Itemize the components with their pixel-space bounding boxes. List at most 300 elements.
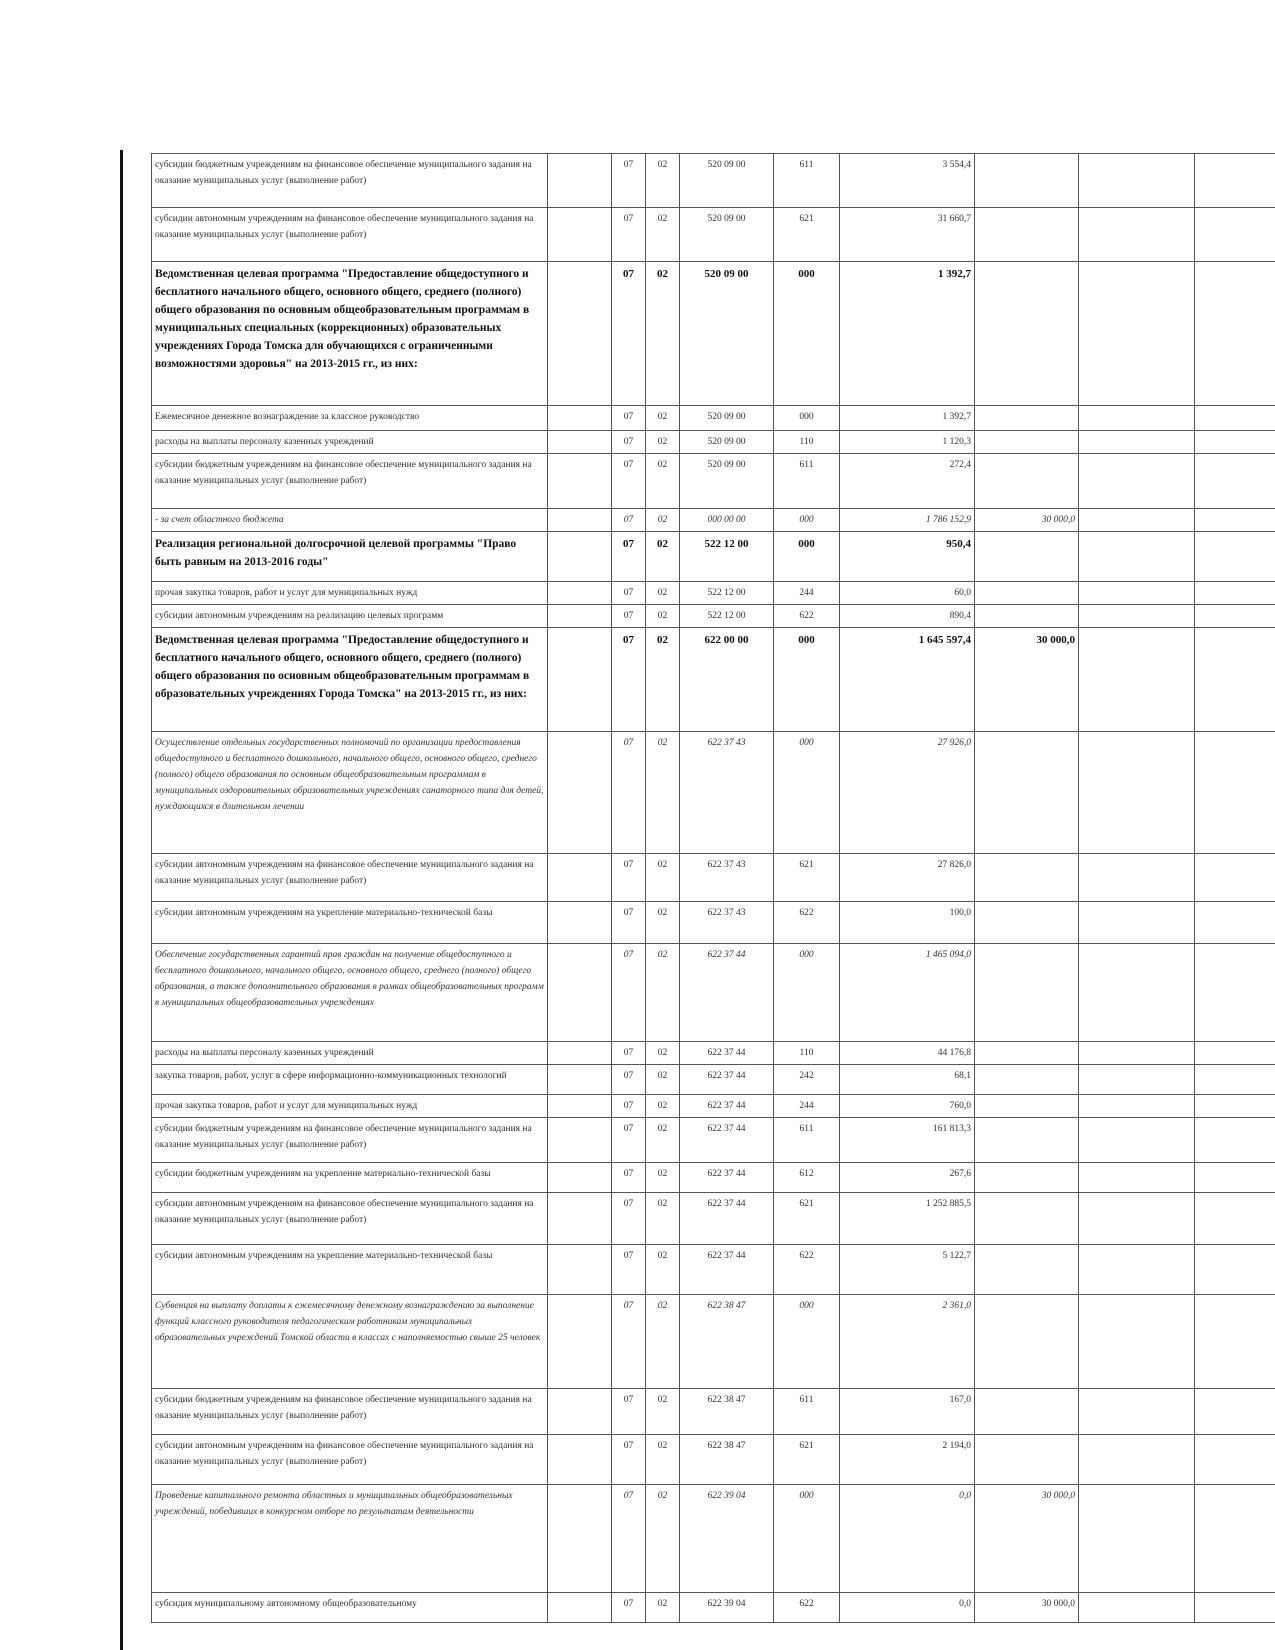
col-sum-extra: [1079, 1193, 1195, 1245]
table-row: [152, 1435, 1275, 1485]
col-sum-last: [1195, 854, 1275, 902]
row-name: Субвенция на выплату доплаты к ежемесячному денежному вознаграждению за выполнение функций классного руководителя педагогическим работникам муниципальных образовательных учреждений Томской области в классах с наполняемостью свыше 25 человек: [152, 1295, 548, 1389]
row-name: субсидии автономным учреждениям на укрепление материально-технической базы: [152, 902, 548, 944]
col-sum-extra: [1079, 1245, 1195, 1295]
col-blank: [548, 854, 612, 902]
col-target-article: 520 09 00: [680, 406, 774, 431]
col-sum-total: 27 826,0: [840, 854, 975, 902]
col-section: 07: [612, 154, 646, 208]
col-sum-regional: [975, 1065, 1079, 1095]
col-subsection: 02: [646, 406, 680, 431]
col-expense-type: 244: [774, 582, 840, 605]
col-subsection: 02: [646, 1118, 680, 1163]
col-sum-total: 267,6: [840, 1163, 975, 1193]
col-sum-extra: [1079, 262, 1195, 406]
table-row: [152, 431, 1275, 454]
table-row: [152, 406, 1275, 431]
col-section: 07: [612, 1593, 646, 1623]
col-subsection: 02: [646, 1295, 680, 1389]
col-sum-extra: [1079, 1163, 1195, 1193]
col-blank: [548, 1485, 612, 1593]
row-name: субсидии автономным учреждениям на финансовое обеспечение муниципального задания на оказание муниципальных услуг (выполнение работ): [152, 208, 548, 262]
col-blank: [548, 532, 612, 582]
col-expense-type: 110: [774, 431, 840, 454]
col-subsection: 02: [646, 454, 680, 509]
col-expense-type: 000: [774, 509, 840, 532]
col-sum-total: 68,1: [840, 1065, 975, 1095]
col-sum-total: 2 194,0: [840, 1435, 975, 1485]
col-sum-regional: 30 000,0: [975, 1485, 1079, 1593]
table-row: [152, 582, 1275, 605]
col-sum-total: 2 361,0: [840, 1295, 975, 1389]
table-body: [152, 154, 1275, 1623]
col-sum-extra: [1079, 532, 1195, 582]
col-sum-extra: [1079, 1435, 1195, 1485]
col-sum-regional: [975, 1042, 1079, 1065]
col-blank: [548, 1295, 612, 1389]
col-target-article: 622 37 44: [680, 1095, 774, 1118]
col-sum-last: [1195, 509, 1275, 532]
col-sum-total: 1 786 152,9: [840, 509, 975, 532]
col-sum-last: [1195, 154, 1275, 208]
col-subsection: 02: [646, 732, 680, 854]
col-section: 07: [612, 1435, 646, 1485]
col-target-article: 622 00 00: [680, 628, 774, 732]
table-row: [152, 854, 1275, 902]
col-sum-extra: [1079, 944, 1195, 1042]
col-blank: [548, 1389, 612, 1435]
col-section: 07: [612, 454, 646, 509]
col-sum-last: [1195, 431, 1275, 454]
col-subsection: 02: [646, 1193, 680, 1245]
col-expense-type: 622: [774, 605, 840, 628]
col-sum-last: [1195, 582, 1275, 605]
col-blank: [548, 509, 612, 532]
col-sum-extra: [1079, 732, 1195, 854]
col-sum-total: 167,0: [840, 1389, 975, 1435]
row-name: субсидии бюджетным учреждениям на финансовое обеспечение муниципального задания на оказание муниципальных услуг (выполнение работ): [152, 454, 548, 509]
row-name: субсидия муниципальному автономному общеобразовательному: [152, 1593, 548, 1623]
table-row: [152, 944, 1275, 1042]
col-sum-regional: [975, 1193, 1079, 1245]
col-target-article: 622 37 43: [680, 902, 774, 944]
col-sum-regional: [975, 944, 1079, 1042]
col-target-article: 000 00 00: [680, 509, 774, 532]
col-sum-extra: [1079, 902, 1195, 944]
col-sum-regional: [975, 854, 1079, 902]
col-sum-last: [1195, 902, 1275, 944]
col-sum-total: 27 926,0: [840, 732, 975, 854]
row-name: субсидии автономным учреждениям на финансовое обеспечение муниципального задания на оказание муниципальных услуг (выполнение работ): [152, 1193, 548, 1245]
col-subsection: 02: [646, 431, 680, 454]
col-target-article: 522 12 00: [680, 582, 774, 605]
col-section: 07: [612, 262, 646, 406]
col-blank: [548, 154, 612, 208]
col-sum-regional: [975, 605, 1079, 628]
col-target-article: 622 38 47: [680, 1389, 774, 1435]
col-sum-last: [1195, 732, 1275, 854]
col-section: 07: [612, 1042, 646, 1065]
col-section: 07: [612, 1485, 646, 1593]
col-sum-extra: [1079, 1042, 1195, 1065]
col-blank: [548, 406, 612, 431]
table-row: [152, 509, 1275, 532]
col-subsection: 02: [646, 1042, 680, 1065]
col-expense-type: 622: [774, 1593, 840, 1623]
col-section: 07: [612, 1163, 646, 1193]
col-sum-last: [1195, 1593, 1275, 1623]
col-sum-last: [1195, 1118, 1275, 1163]
table-row: [152, 902, 1275, 944]
col-sum-last: [1195, 1065, 1275, 1095]
col-blank: [548, 732, 612, 854]
row-name: прочая закупка товаров, работ и услуг для муниципальных нужд: [152, 582, 548, 605]
col-sum-extra: [1079, 431, 1195, 454]
col-subsection: 02: [646, 854, 680, 902]
col-sum-regional: [975, 431, 1079, 454]
table-row: [152, 1193, 1275, 1245]
table-row: [152, 1245, 1275, 1295]
col-sum-last: [1195, 1095, 1275, 1118]
col-section: 07: [612, 509, 646, 532]
left-margin-rule: [120, 150, 123, 1650]
budget-table: [151, 153, 1275, 1623]
col-sum-regional: [975, 1435, 1079, 1485]
col-section: 07: [612, 732, 646, 854]
col-expense-type: 000: [774, 532, 840, 582]
col-sum-total: 0,0: [840, 1593, 975, 1623]
col-sum-regional: [975, 1295, 1079, 1389]
col-sum-last: [1195, 1389, 1275, 1435]
col-target-article: 622 39 04: [680, 1485, 774, 1593]
col-subsection: 02: [646, 1485, 680, 1593]
row-name: субсидии бюджетным учреждениям на финансовое обеспечение муниципального задания на оказание муниципальных услуг (выполнение работ): [152, 1389, 548, 1435]
col-section: 07: [612, 582, 646, 605]
col-sum-last: [1195, 262, 1275, 406]
table-row: [152, 262, 1275, 406]
col-blank: [548, 1042, 612, 1065]
row-name: субсидии бюджетным учреждениям на укрепление материально-технической базы: [152, 1163, 548, 1193]
col-sum-total: 950,4: [840, 532, 975, 582]
col-sum-last: [1195, 1193, 1275, 1245]
col-blank: [548, 262, 612, 406]
col-sum-regional: [975, 532, 1079, 582]
col-sum-extra: [1079, 1065, 1195, 1095]
col-sum-total: 890,4: [840, 605, 975, 628]
col-section: 07: [612, 208, 646, 262]
col-sum-total: 1 252 885,5: [840, 1193, 975, 1245]
row-name: Ведомственная целевая программа "Предоставление общедоступного и бесплатного начального общего, основного общего, среднего (полного) общего образования по основным общеобразовательным программам в муниципальных специальных (коррекционных) образовательных учреждениях Города Томска для обучающихся с ограниченными возможностями здоровья" на 2013-2015 гг., из них:: [152, 262, 548, 406]
col-section: 07: [612, 1118, 646, 1163]
col-sum-regional: [975, 582, 1079, 605]
col-sum-total: 100,0: [840, 902, 975, 944]
col-blank: [548, 605, 612, 628]
col-sum-extra: [1079, 1295, 1195, 1389]
col-expense-type: 000: [774, 262, 840, 406]
col-sum-extra: [1079, 1095, 1195, 1118]
col-expense-type: 242: [774, 1065, 840, 1095]
col-subsection: 02: [646, 1245, 680, 1295]
row-name: Реализация региональной долгосрочной целевой программы "Право быть равным на 2013-2016 годы": [152, 532, 548, 582]
col-sum-last: [1195, 605, 1275, 628]
col-expense-type: 611: [774, 454, 840, 509]
col-sum-regional: 30 000,0: [975, 509, 1079, 532]
col-sum-regional: [975, 406, 1079, 431]
row-name: субсидии автономным учреждениям на финансовое обеспечение муниципального задания на оказание муниципальных услуг (выполнение работ): [152, 854, 548, 902]
col-target-article: 622 37 44: [680, 1193, 774, 1245]
col-sum-total: 760,0: [840, 1095, 975, 1118]
col-subsection: 02: [646, 1389, 680, 1435]
col-sum-last: [1195, 628, 1275, 732]
col-subsection: 02: [646, 1065, 680, 1095]
table-row: [152, 1389, 1275, 1435]
col-target-article: 520 09 00: [680, 208, 774, 262]
col-sum-last: [1195, 944, 1275, 1042]
col-blank: [548, 1163, 612, 1193]
col-target-article: 622 37 43: [680, 732, 774, 854]
col-sum-last: [1195, 454, 1275, 509]
row-name: Обеспечение государственных гарантий прав граждан на получение общедоступного и бесплатного дошкольного, начального общего, основного общего, среднего (полного) общего образования, а также дополнительного образования в рамках общеобразовательных программ в муниципальных общеобразовательных учреждениях: [152, 944, 548, 1042]
col-target-article: 622 37 43: [680, 854, 774, 902]
row-name: Осуществление отдельных государственных полномочий по организации предоставления общедоступного и бесплатного дошкольного, начального общего, основного общего, среднего (полного) общего образования по основным общеобразовательным программам в муниципальных оздоровительных образовательных учреждениях санаторного типа для детей, нуждающихся в длительном лечении: [152, 732, 548, 854]
col-subsection: 02: [646, 1095, 680, 1118]
row-name: субсидии бюджетным учреждениям на финансовое обеспечение муниципального задания на оказание муниципальных услуг (выполнение работ): [152, 154, 548, 208]
col-sum-extra: [1079, 1118, 1195, 1163]
col-target-article: 520 09 00: [680, 454, 774, 509]
col-expense-type: 000: [774, 732, 840, 854]
col-subsection: 02: [646, 208, 680, 262]
col-sum-total: 31 660,7: [840, 208, 975, 262]
col-sum-regional: [975, 1095, 1079, 1118]
row-name: - за счет областного бюджета: [152, 509, 548, 532]
col-target-article: 622 37 44: [680, 944, 774, 1042]
col-target-article: 622 37 44: [680, 1245, 774, 1295]
row-name: расходы на выплаты персоналу казенных учреждений: [152, 1042, 548, 1065]
col-section: 07: [612, 854, 646, 902]
col-sum-total: 1 392,7: [840, 406, 975, 431]
col-subsection: 02: [646, 1593, 680, 1623]
table-row: [152, 454, 1275, 509]
col-sum-last: [1195, 1435, 1275, 1485]
col-section: 07: [612, 944, 646, 1042]
col-section: 07: [612, 1245, 646, 1295]
col-blank: [548, 1435, 612, 1485]
col-section: 07: [612, 902, 646, 944]
col-sum-regional: [975, 902, 1079, 944]
col-sum-regional: [975, 154, 1079, 208]
col-sum-extra: [1079, 628, 1195, 732]
col-subsection: 02: [646, 509, 680, 532]
col-sum-last: [1195, 1485, 1275, 1593]
col-blank: [548, 208, 612, 262]
col-sum-total: 161 813,3: [840, 1118, 975, 1163]
col-expense-type: 622: [774, 902, 840, 944]
col-sum-regional: [975, 1163, 1079, 1193]
table-row: [152, 1163, 1275, 1193]
col-sum-last: [1195, 406, 1275, 431]
col-sum-last: [1195, 1163, 1275, 1193]
col-subsection: 02: [646, 605, 680, 628]
col-sum-regional: [975, 454, 1079, 509]
col-blank: [548, 1245, 612, 1295]
col-subsection: 02: [646, 532, 680, 582]
col-subsection: 02: [646, 1435, 680, 1485]
table-row: [152, 1095, 1275, 1118]
col-blank: [548, 582, 612, 605]
col-blank: [548, 431, 612, 454]
table-row: [152, 208, 1275, 262]
col-sum-total: 44 176,8: [840, 1042, 975, 1065]
col-sum-total: 1 645 597,4: [840, 628, 975, 732]
table-row: [152, 154, 1275, 208]
col-sum-extra: [1079, 406, 1195, 431]
table-row: [152, 1065, 1275, 1095]
row-name: субсидии бюджетным учреждениям на финансовое обеспечение муниципального задания на оказание муниципальных услуг (выполнение работ): [152, 1118, 548, 1163]
col-sum-extra: [1079, 1593, 1195, 1623]
row-name: Ведомственная целевая программа "Предоставление общедоступного и бесплатного начального общего, основного общего, среднего (полного) общего образования по основным общеобразовательным программам в образовательных учреждениях Города Томска" на 2013-2015 гг., из них:: [152, 628, 548, 732]
col-sum-total: 1 392,7: [840, 262, 975, 406]
col-expense-type: 621: [774, 208, 840, 262]
col-blank: [548, 628, 612, 732]
row-name: субсидии автономным учреждениям на реализацию целевых программ: [152, 605, 548, 628]
col-sum-extra: [1079, 605, 1195, 628]
row-name: Ежемесячное денежное вознаграждение за классное руководство: [152, 406, 548, 431]
col-section: 07: [612, 605, 646, 628]
row-name: субсидии автономным учреждениям на финансовое обеспечение муниципального задания на оказание муниципальных услуг (выполнение работ): [152, 1435, 548, 1485]
col-target-article: 520 09 00: [680, 431, 774, 454]
col-sum-last: [1195, 208, 1275, 262]
row-name: субсидии автономным учреждениям на укрепление материально-технической базы: [152, 1245, 548, 1295]
col-sum-regional: 30 000,0: [975, 1593, 1079, 1623]
table-row: [152, 628, 1275, 732]
col-target-article: 622 37 44: [680, 1163, 774, 1193]
col-target-article: 522 12 00: [680, 605, 774, 628]
col-sum-regional: [975, 1245, 1079, 1295]
col-target-article: 622 37 44: [680, 1118, 774, 1163]
col-blank: [548, 1193, 612, 1245]
col-expense-type: 621: [774, 854, 840, 902]
col-subsection: 02: [646, 582, 680, 605]
col-expense-type: 000: [774, 1485, 840, 1593]
row-name: закупка товаров, работ, услуг в сфере информационно-коммуникационных технологий: [152, 1065, 548, 1095]
col-expense-type: 110: [774, 1042, 840, 1065]
col-sum-last: [1195, 1295, 1275, 1389]
table-row: [152, 1593, 1275, 1623]
col-target-article: 622 37 44: [680, 1042, 774, 1065]
col-section: 07: [612, 1095, 646, 1118]
col-sum-extra: [1079, 1389, 1195, 1435]
col-expense-type: 621: [774, 1193, 840, 1245]
col-sum-extra: [1079, 208, 1195, 262]
col-sum-last: [1195, 1245, 1275, 1295]
col-section: 07: [612, 406, 646, 431]
col-sum-regional: [975, 1118, 1079, 1163]
col-section: 07: [612, 1065, 646, 1095]
col-expense-type: 611: [774, 154, 840, 208]
col-sum-regional: [975, 1389, 1079, 1435]
col-sum-extra: [1079, 454, 1195, 509]
col-section: 07: [612, 628, 646, 732]
table-row: [152, 1485, 1275, 1593]
col-target-article: 622 38 47: [680, 1295, 774, 1389]
col-sum-extra: [1079, 1485, 1195, 1593]
col-blank: [548, 944, 612, 1042]
col-sum-total: 5 122,7: [840, 1245, 975, 1295]
col-target-article: 520 09 00: [680, 154, 774, 208]
col-sum-last: [1195, 1042, 1275, 1065]
col-subsection: 02: [646, 1163, 680, 1193]
col-sum-total: 1 465 094,0: [840, 944, 975, 1042]
col-subsection: 02: [646, 154, 680, 208]
col-expense-type: 621: [774, 1435, 840, 1485]
col-expense-type: 000: [774, 406, 840, 431]
col-target-article: 622 39 04: [680, 1593, 774, 1623]
col-expense-type: 622: [774, 1245, 840, 1295]
col-expense-type: 000: [774, 628, 840, 732]
col-target-article: 520 09 00: [680, 262, 774, 406]
col-expense-type: 611: [774, 1389, 840, 1435]
table-row: [152, 732, 1275, 854]
col-sum-total: 3 554,4: [840, 154, 975, 208]
col-section: 07: [612, 532, 646, 582]
col-blank: [548, 1118, 612, 1163]
col-sum-extra: [1079, 854, 1195, 902]
row-name: прочая закупка товаров, работ и услуг для муниципальных нужд: [152, 1095, 548, 1118]
col-subsection: 02: [646, 944, 680, 1042]
col-blank: [548, 454, 612, 509]
col-subsection: 02: [646, 262, 680, 406]
row-name: расходы на выплаты персоналу казенных учреждений: [152, 431, 548, 454]
col-sum-regional: [975, 262, 1079, 406]
table-row: [152, 1295, 1275, 1389]
table-row: [152, 532, 1275, 582]
col-expense-type: 244: [774, 1095, 840, 1118]
table-row: [152, 605, 1275, 628]
col-blank: [548, 902, 612, 944]
col-blank: [548, 1065, 612, 1095]
col-expense-type: 000: [774, 1295, 840, 1389]
col-sum-regional: [975, 208, 1079, 262]
col-expense-type: 611: [774, 1118, 840, 1163]
row-name: Проведение капитального ремонта областных и муниципальных общеобразовательных учреждений, победивших в конкурсном отборе по результатам деятельности: [152, 1485, 548, 1593]
col-sum-extra: [1079, 154, 1195, 208]
col-blank: [548, 1095, 612, 1118]
col-target-article: 522 12 00: [680, 532, 774, 582]
col-sum-last: [1195, 532, 1275, 582]
col-section: 07: [612, 1389, 646, 1435]
col-sum-total: 0,0: [840, 1485, 975, 1593]
col-sum-total: 272,4: [840, 454, 975, 509]
col-target-article: 622 38 47: [680, 1435, 774, 1485]
col-section: 07: [612, 1295, 646, 1389]
col-sum-extra: [1079, 509, 1195, 532]
col-sum-extra: [1079, 582, 1195, 605]
col-sum-regional: 30 000,0: [975, 628, 1079, 732]
col-blank: [548, 1593, 612, 1623]
col-target-article: 622 37 44: [680, 1065, 774, 1095]
col-expense-type: 612: [774, 1163, 840, 1193]
col-subsection: 02: [646, 628, 680, 732]
table-row: [152, 1042, 1275, 1065]
col-section: 07: [612, 1193, 646, 1245]
col-sum-regional: [975, 732, 1079, 854]
col-expense-type: 000: [774, 944, 840, 1042]
table-row: [152, 1118, 1275, 1163]
col-sum-total: 60,0: [840, 582, 975, 605]
col-sum-total: 1 120,3: [840, 431, 975, 454]
col-section: 07: [612, 431, 646, 454]
col-subsection: 02: [646, 902, 680, 944]
